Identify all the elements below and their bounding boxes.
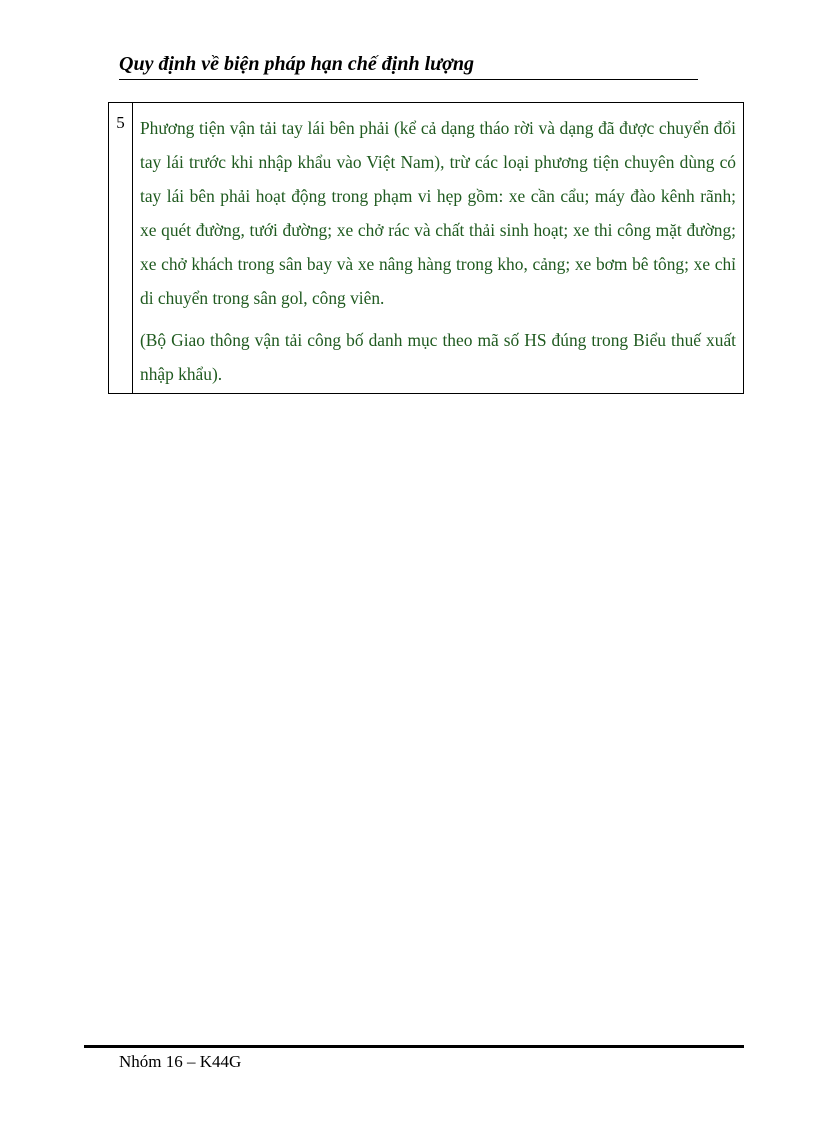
footer-group-label: Nhóm 16 – K44G [119,1052,242,1071]
item-number: 5 [109,103,133,393]
item-content [133,103,743,393]
page-title: Quy định về biện pháp hạn chế định lượng [119,53,474,75]
item-paragraph-note: (Bộ Giao thông vận tải công bố danh mục theo mã số HS đúng trong Biểu thuế xuất nhập khẩu). [140,330,736,384]
regulation-table [108,102,744,394]
page-header [119,50,698,80]
item-paragraph-main: Phương tiện vận tải tay lái bên phải (kể cả dạng tháo rời và dạng đã được chuyển đổi tay lái trước khi nhập khẩu vào Việt Nam), trừ các loại phương tiện chuyên dùng có tay lái bên phải hoạt động trong phạm vi hẹp gồm: xe cần cẩu; máy đào kênh rãnh; xe quét đường, tưới đường; xe chở rác và chất thải sinh hoạt; xe thi công mặt đường; xe chở khách trong sân bay và xe nâng hàng trong kho, cảng; xe bơm bê tông; xe chỉ di chuyển trong sân gol, công viên. [140,118,736,308]
footer-divider [84,1045,744,1048]
